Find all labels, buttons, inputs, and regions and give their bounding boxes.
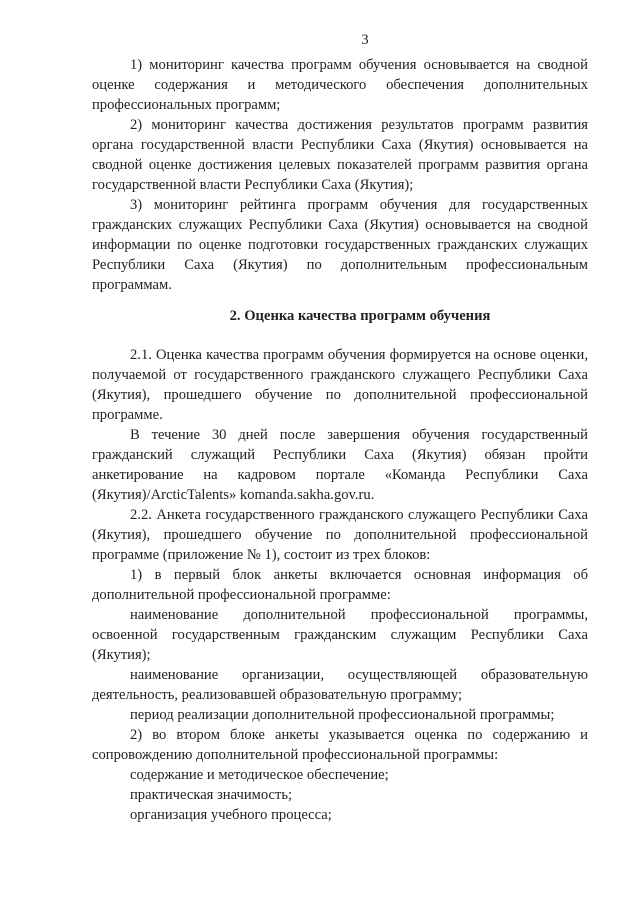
- paragraph-block-2: 2) во втором блоке анкеты указывается оценка по содержанию и сопровождению дополнительной профессиональной программы:: [92, 727, 588, 763]
- paragraph-2-2: 2.2. Анкета государственного гражданского служащего Республики Саха (Якутия), прошедшего обучение по дополнительной профессиональной программе (приложение № 1), состоит из трех блоков:: [92, 507, 588, 563]
- page-number: 3: [361, 32, 369, 48]
- section-heading: 2. Оценка качества программ обучения: [229, 308, 491, 324]
- list-item-program-name: наименование дополнительной профессиональной программы, освоенной государственным гражданским служащим Республики Саха (Якутия);: [92, 607, 588, 663]
- paragraph-2-1: 2.1. Оценка качества программ обучения формируется на основе оценки, получаемой от государственного гражданского служащего Республики Саха (Якутия), прошедшего обучение по дополнительной профессиональной программе.: [92, 347, 588, 423]
- list-item-organization: организация учебного процесса;: [130, 807, 332, 823]
- paragraph-survey-deadline: В течение 30 дней после завершения обучения государственный гражданский служащий Республики Саха (Якутия) обязан пройти анкетирование на кадровом портале «Команда Республики Саха (Якутия)/ArcticTalents» komanda.sakha.gov.ru.: [92, 427, 588, 503]
- list-item-program-period: период реализации дополнительной профессиональной программы;: [130, 707, 555, 723]
- list-item-content: содержание и методическое обеспечение;: [130, 767, 389, 783]
- paragraph-monitoring-1: 1) мониторинг качества программ обучения основывается на сводной оценке содержания и методического обеспечения дополнительных профессиональных программ;: [92, 57, 588, 113]
- list-item-practical-value: практическая значимость;: [130, 787, 293, 803]
- list-item-organization-name: наименование организации, осуществляющей образовательную деятельность, реализовавшей образовательную программу;: [92, 667, 588, 703]
- paragraph-monitoring-2: 2) мониторинг качества достижения результатов программ развития органа государственной власти Республики Саха (Якутия) основывается на сводной оценке достижения целевых показателей программ развития органа государственной власти Республики Саха (Якутия);: [92, 117, 588, 193]
- paragraph-block-1: 1) в первый блок анкеты включается основная информация об дополнительной профессиональной программе:: [92, 567, 588, 603]
- paragraph-monitoring-3: 3) мониторинг рейтинга программ обучения для государственных гражданских служащих Республики Саха (Якутия) основывается на сводной информации по оценке подготовки государственных гражданских служащих Республики Саха (Якутия) по дополнительным профессиональным программам.: [92, 197, 588, 293]
